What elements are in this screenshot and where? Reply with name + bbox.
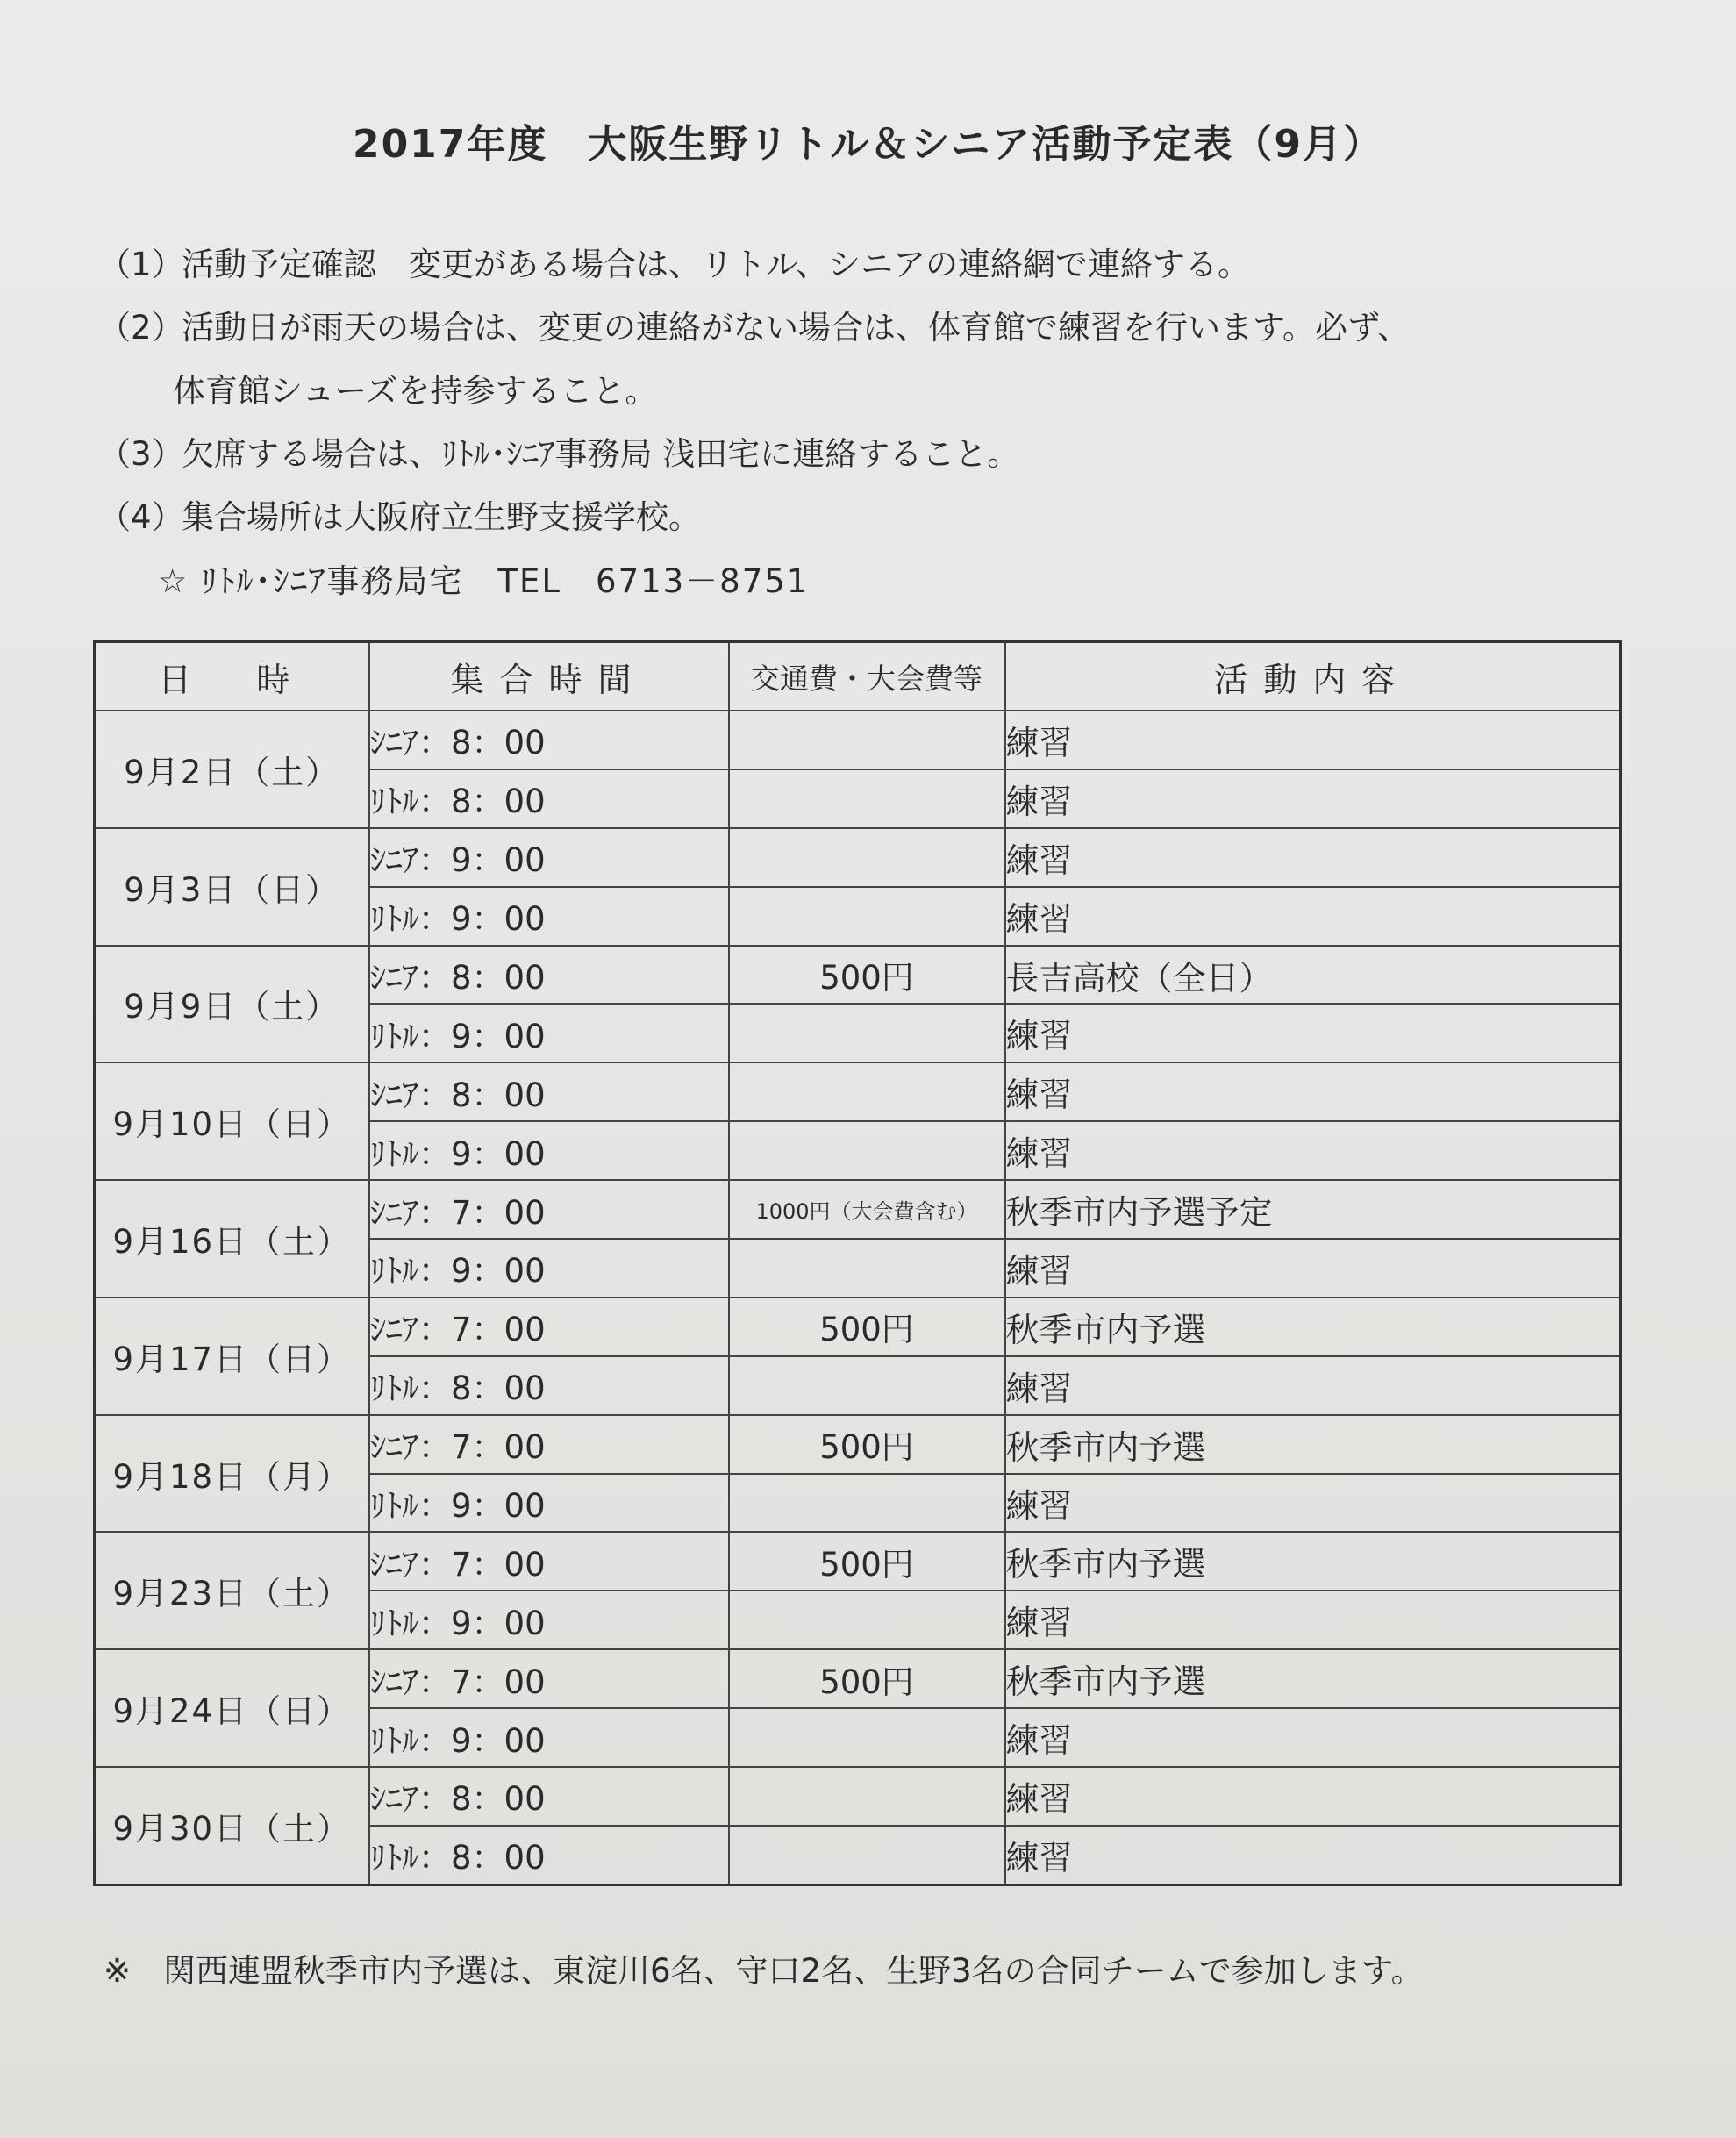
little-time-cell: ﾘﾄﾙ：9：00 (369, 1239, 729, 1298)
note-text: 体育館シューズを持参すること。 (173, 372, 658, 410)
document-title: 2017年度 大阪生野リトル＆シニア活動予定表（9月） (352, 122, 1384, 167)
senior-activity-cell: 練習 (1005, 1062, 1621, 1121)
office-contact: ☆ ﾘﾄﾙ･ｼﾆｱ事務局宅 TEL 6713－8751 (158, 562, 810, 600)
little-fee-cell (729, 1239, 1005, 1298)
senior-time-cell: ｼﾆｱ：7：00 (369, 1298, 729, 1356)
senior-activity-cell: 秋季市内予選 (1005, 1415, 1621, 1474)
table-row (95, 1767, 1621, 1826)
senior-time-cell: ｼﾆｱ：8：00 (369, 1062, 729, 1121)
little-fee-cell (729, 1708, 1005, 1767)
little-fee-cell (729, 769, 1005, 828)
senior-fee-cell: 500円 (729, 946, 1005, 1005)
little-time-cell: ﾘﾄﾙ：8：00 (369, 1356, 729, 1415)
senior-time-cell: ｼﾆｱ：9：00 (369, 828, 729, 887)
note-item (98, 230, 1642, 293)
date-cell: 9月16日（土） (95, 1180, 369, 1298)
little-fee-cell (729, 1591, 1005, 1649)
note-text: 欠席する場合は、ﾘﾄﾙ･ｼﾆｱ事務局 浅田宅に連絡すること。 (182, 435, 1020, 473)
senior-activity-cell: 練習 (1005, 1767, 1621, 1826)
senior-activity-cell: 練習 (1005, 828, 1621, 887)
little-activity-cell: 練習 (1005, 1708, 1621, 1767)
note-item (98, 419, 1642, 483)
date-cell: 9月10日（日） (95, 1062, 369, 1180)
little-time-cell: ﾘﾄﾙ：9：00 (369, 1591, 729, 1649)
date-cell: 9月2日（土） (95, 711, 369, 828)
senior-activity-cell: 秋季市内予選 (1005, 1649, 1621, 1708)
senior-activity-cell: 秋季市内予選予定 (1005, 1180, 1621, 1239)
senior-time-cell: ｼﾆｱ：7：00 (369, 1180, 729, 1239)
little-time-cell: ﾘﾄﾙ：9：00 (369, 1121, 729, 1180)
little-fee-cell (729, 1004, 1005, 1062)
note-text: 集合場所は大阪府立生野支援学校。 (182, 498, 701, 536)
schedule-body (95, 711, 1621, 1885)
note-text: 活動日が雨天の場合は、変更の連絡がない場合は、体育館で練習を行います。必ず、 (182, 309, 1411, 347)
table-row (95, 828, 1621, 887)
table-row (95, 711, 1621, 769)
little-activity-cell: 練習 (1005, 1591, 1621, 1649)
senior-activity-cell: 長吉高校（全日） (1005, 946, 1621, 1005)
little-time-cell: ﾘﾄﾙ：9：00 (369, 887, 729, 946)
little-activity-cell: 練習 (1005, 1826, 1621, 1885)
senior-activity-cell: 練習 (1005, 711, 1621, 769)
little-time-cell: ﾘﾄﾙ：8：00 (369, 769, 729, 828)
date-cell: 9月23日（土） (95, 1532, 369, 1649)
little-time-cell: ﾘﾄﾙ：9：00 (369, 1004, 729, 1062)
date-cell: 9月3日（日） (95, 828, 369, 946)
date-cell: 9月17日（日） (95, 1298, 369, 1415)
date-cell: 9月30日（土） (95, 1767, 369, 1884)
little-time-cell: ﾘﾄﾙ：8：00 (369, 1826, 729, 1885)
little-fee-cell (729, 887, 1005, 946)
table-row (95, 1062, 1621, 1121)
note-item (98, 356, 1642, 419)
little-time-cell: ﾘﾄﾙ：9：00 (369, 1708, 729, 1767)
senior-fee-cell (729, 711, 1005, 769)
table-row (95, 1532, 1621, 1591)
note-number: （3） (98, 435, 184, 473)
date-cell: 9月18日（月） (95, 1415, 369, 1533)
schedule-table (93, 640, 1622, 1886)
senior-time-cell: ｼﾆｱ：7：00 (369, 1532, 729, 1591)
table-row (95, 1180, 1621, 1239)
header-date: 日 時 (95, 642, 369, 711)
footnote: ※ 関西連盟秋季市内予選は、東淀川6名、守口2名、生野3名の合同チームで参加します。 (104, 1952, 1424, 1990)
table-row (95, 1298, 1621, 1356)
little-time-cell: ﾘﾄﾙ：9：00 (369, 1474, 729, 1533)
senior-time-cell: ｼﾆｱ：8：00 (369, 1767, 729, 1826)
note-number: （4） (98, 498, 184, 536)
senior-time-cell: ｼﾆｱ：8：00 (369, 946, 729, 1005)
date-cell: 9月24日（日） (95, 1649, 369, 1767)
senior-time-cell: ｼﾆｱ：7：00 (369, 1649, 729, 1708)
table-header-row (95, 642, 1621, 711)
senior-fee-cell: 500円 (729, 1532, 1005, 1591)
little-activity-cell: 練習 (1005, 1121, 1621, 1180)
note-text: 活動予定確認 変更がある場合は、リトル、シニアの連絡網で連絡する。 (182, 246, 1251, 283)
table-row (95, 1415, 1621, 1474)
little-fee-cell (729, 1356, 1005, 1415)
note-number: （1） (98, 246, 184, 283)
senior-fee-cell (729, 1062, 1005, 1121)
senior-fee-cell: 500円 (729, 1415, 1005, 1474)
senior-time-cell: ｼﾆｱ：8：00 (369, 711, 729, 769)
little-activity-cell: 練習 (1005, 887, 1621, 946)
header-fee: 交通費・大会費等 (729, 642, 1005, 711)
little-fee-cell (729, 1474, 1005, 1533)
senior-fee-cell: 500円 (729, 1649, 1005, 1708)
little-activity-cell: 練習 (1005, 1356, 1621, 1415)
table-row (95, 946, 1621, 1005)
senior-fee-cell (729, 1767, 1005, 1826)
senior-activity-cell: 秋季市内予選 (1005, 1532, 1621, 1591)
notes-list (98, 230, 1642, 546)
header-meeting-time: 集合時間 (369, 642, 729, 711)
little-fee-cell (729, 1826, 1005, 1885)
header-activity: 活動内容 (1005, 642, 1621, 711)
note-item (98, 483, 1642, 546)
senior-fee-cell: 500円 (729, 1298, 1005, 1356)
table-row (95, 1649, 1621, 1708)
senior-time-cell: ｼﾆｱ：7：00 (369, 1415, 729, 1474)
senior-fee-cell: 1000円（大会費含む） (729, 1180, 1005, 1239)
little-activity-cell: 練習 (1005, 1004, 1621, 1062)
senior-activity-cell: 秋季市内予選 (1005, 1298, 1621, 1356)
little-activity-cell: 練習 (1005, 1239, 1621, 1298)
senior-fee-cell (729, 828, 1005, 887)
little-activity-cell: 練習 (1005, 1474, 1621, 1533)
note-number: （2） (98, 309, 184, 347)
date-cell: 9月9日（土） (95, 946, 369, 1063)
note-item (98, 293, 1642, 356)
little-fee-cell (729, 1121, 1005, 1180)
little-activity-cell: 練習 (1005, 769, 1621, 828)
